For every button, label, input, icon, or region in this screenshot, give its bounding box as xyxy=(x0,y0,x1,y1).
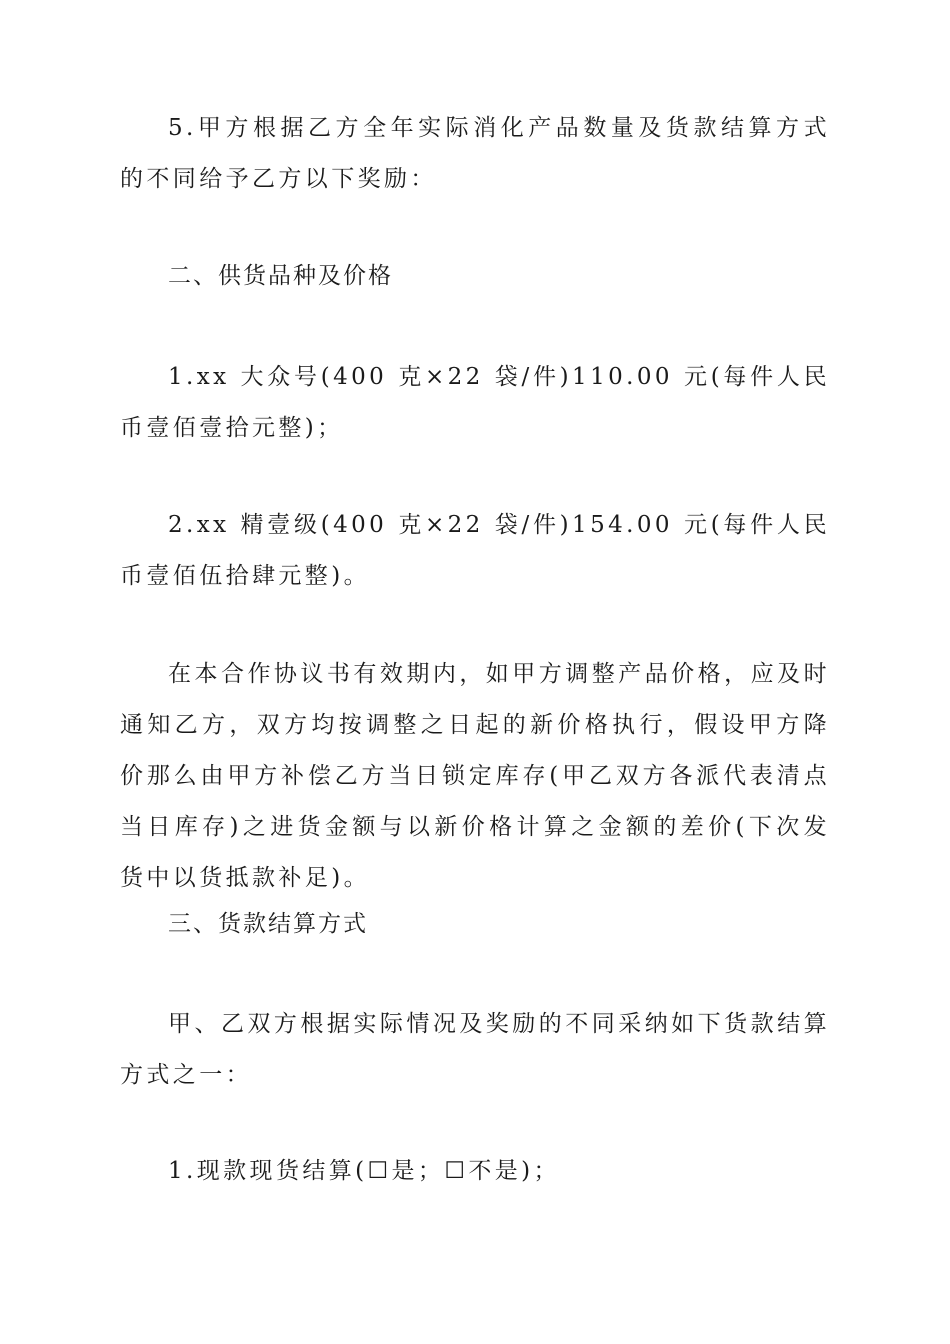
paragraph-reward: 5.甲方根据乙方全年实际消化产品数量及货款结算方式的不同给予乙方以下奖励： xyxy=(120,115,830,192)
paragraph-payment-options-intro: 甲、乙双方根据实际情况及奖励的不同采纳如下货款结算方式之一： xyxy=(120,1011,830,1088)
section-heading-supply-variety-price: 二、供货品种及价格 xyxy=(168,263,393,289)
paragraph-item-2-price: 2.xx 精壹级(400 克×22 袋/件)154.00 元(每件人民币壹佰伍拾肆元整)。 xyxy=(120,512,830,589)
paragraph-price-adjustment: 在本合作协议书有效期内，如甲方调整产品价格，应及时通知乙方，双方均按调整之日起的新价格执行，假设甲方降价那么由甲方补偿乙方当日锁定库存(甲乙双方各派代表清点当日库存)之进货金额与以新价格计算之金额的差价(下次发货中以货抵款补足)。 xyxy=(120,661,830,891)
section-heading-payment-method: 三、货款结算方式 xyxy=(168,911,368,937)
paragraph-cash-settlement-option: 1.现款现货结算(☐是；☐不是)； xyxy=(168,1158,560,1184)
paragraph-item-1-price: 1.xx 大众号(400 克×22 袋/件)110.00 元(每件人民币壹佰壹拾元整)； xyxy=(120,364,830,441)
